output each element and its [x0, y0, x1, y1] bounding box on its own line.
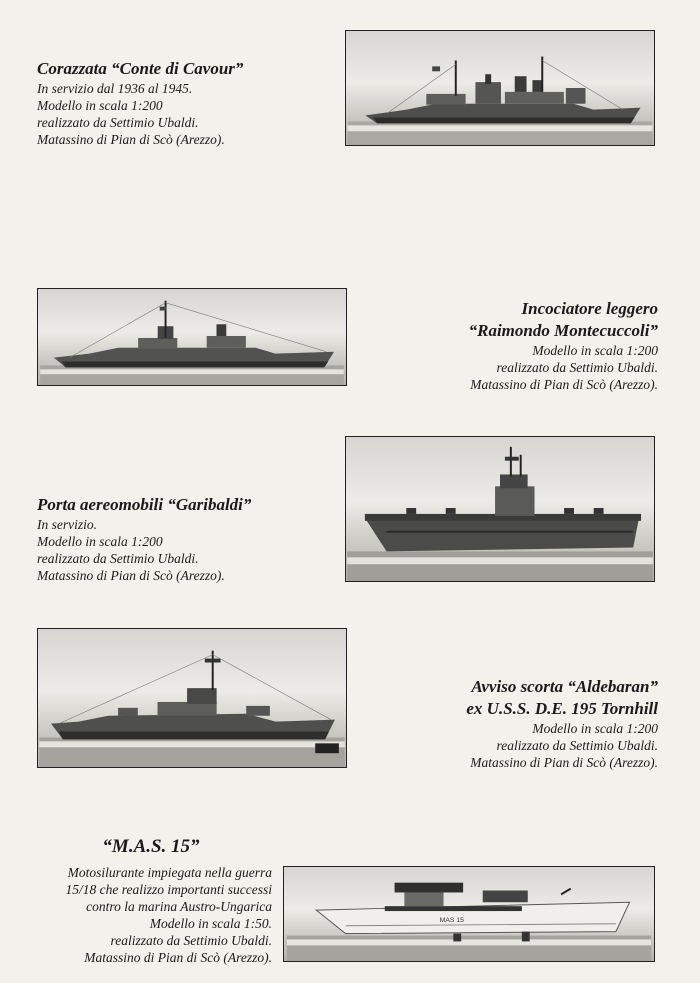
caption-line: Matassino di Pian di Scò (Arezzo).: [37, 132, 225, 147]
hull-label-mas: MAS 15: [439, 916, 464, 924]
caption-conte-di-cavour: [37, 58, 337, 148]
caption-line: Modello in scala 1:200: [37, 98, 163, 113]
caption-line: Matassino di Pian di Scò (Arezzo).: [470, 755, 658, 770]
caption-line: Matassino di Pian di Scò (Arezzo).: [37, 568, 225, 583]
caption-line: Modello in scala 1:200: [532, 721, 658, 736]
caption-mas-15: [30, 836, 272, 966]
photo-raimondo-montecuccoli: [37, 288, 347, 386]
caption-line: 15/18 che realizzo importanti successi: [65, 882, 272, 897]
caption-line: Motosilurante impiegata nella guerra: [67, 865, 272, 880]
caption-raimondo-montecuccoli: [355, 298, 658, 393]
caption-title: “M.A.S. 15”: [102, 836, 200, 857]
caption-line: Matassino di Pian di Scò (Arezzo).: [470, 377, 658, 392]
caption-title: Avviso scorta “Aldebaran”: [471, 677, 658, 696]
caption-title: Incociatore leggero: [521, 299, 658, 318]
caption-aldebaran: [355, 676, 658, 771]
caption-line: realizzato da Settimio Ubaldi.: [496, 738, 658, 753]
caption-line: In servizio.: [37, 517, 97, 532]
caption-line: realizzato da Settimio Ubaldi.: [37, 551, 199, 566]
caption-line: Matassino di Pian di Scò (Arezzo).: [84, 950, 272, 965]
caption-title: Corazzata “Conte di Cavour”: [37, 59, 244, 78]
caption-line: Modello in scala 1:200: [532, 343, 658, 358]
carrier-model-illustration: [346, 437, 654, 581]
photo-aldebaran: [37, 628, 347, 768]
caption-line: realizzato da Settimio Ubaldi.: [110, 933, 272, 948]
caption-garibaldi: [37, 494, 337, 584]
caption-line: Modello in scala 1:50.: [149, 916, 272, 931]
photo-garibaldi: [345, 436, 655, 582]
caption-line: Modello in scala 1:200: [37, 534, 163, 549]
mas-model-illustration: [284, 867, 654, 961]
caption-title: Porta aereomobili “Garibaldi”: [37, 495, 252, 514]
photo-conte-di-cavour: [345, 30, 655, 146]
escort-model-illustration: [38, 629, 346, 767]
caption-line: In servizio dal 1936 al 1945.: [37, 81, 193, 96]
photo-mas-15: [283, 866, 655, 962]
caption-title-ship-name: “Raimondo Montecuccoli”: [468, 321, 658, 340]
battleship-model-illustration: [346, 31, 654, 145]
cruiser-model-illustration: [38, 289, 346, 385]
caption-line: contro la marina Austro-Ungarica: [86, 899, 272, 914]
caption-line: realizzato da Settimio Ubaldi.: [496, 360, 658, 375]
caption-line: realizzato da Settimio Ubaldi.: [37, 115, 199, 130]
caption-title-former-name: ex U.S.S. D.E. 195 Tornhill: [466, 699, 658, 718]
